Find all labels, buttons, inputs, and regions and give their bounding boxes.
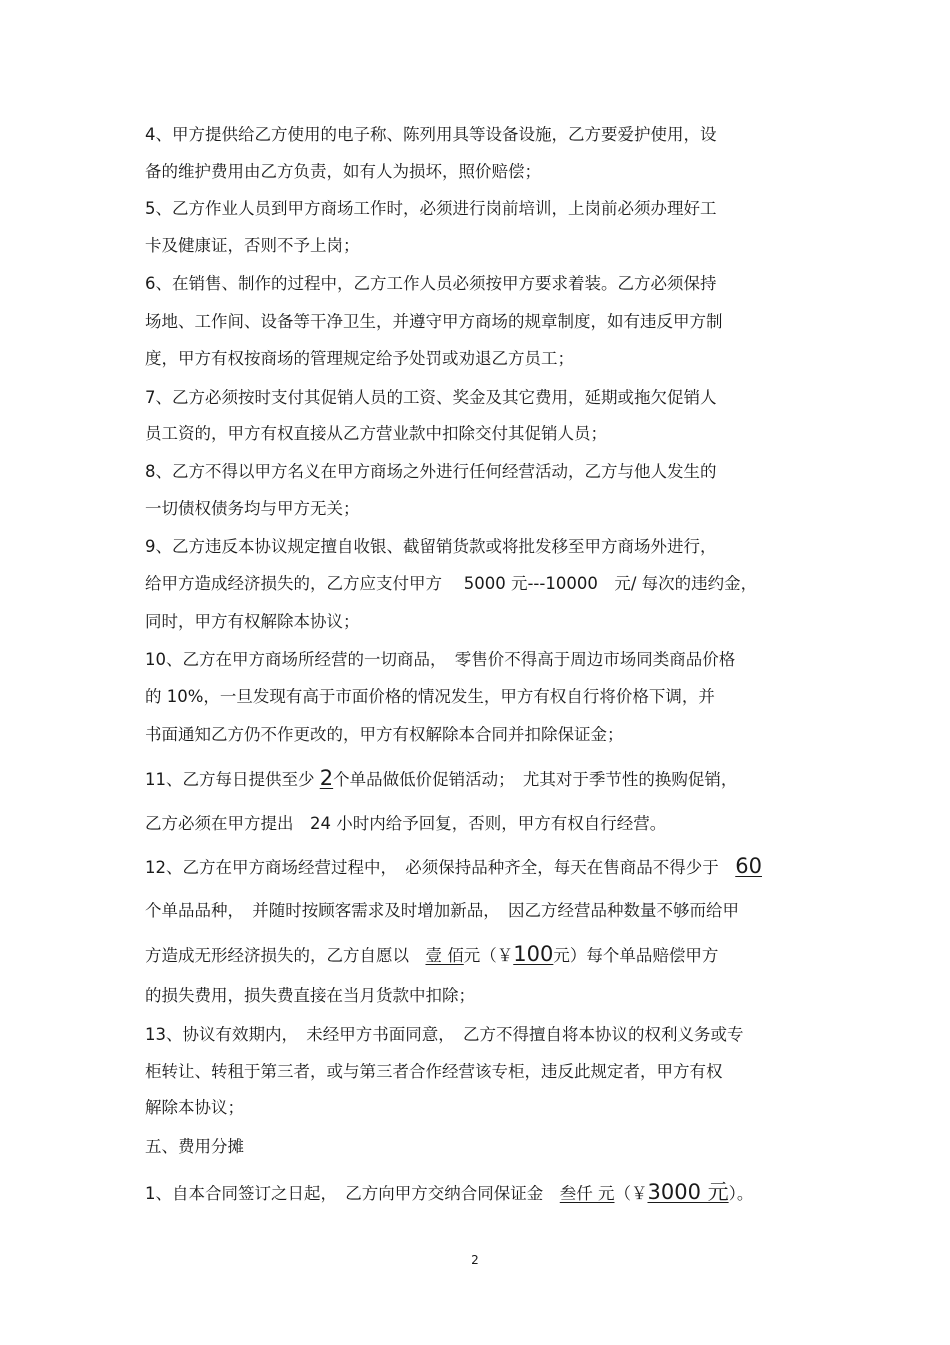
clause-10-line-2: 的 10%，一旦发现有高于市面价格的情况发生，甲方有权自行将价格下调，并 [145,687,715,706]
compensation-text-middle: 元（￥ [463,946,514,965]
clause-6-line-1: 6、在销售、制作的过程中，乙方工作人员必须按甲方要求着装。乙方必须保持 [145,274,717,293]
clause-7-line-2: 员工资的，甲方有权直接从乙方营业款中扣除交付其促销人员； [145,424,607,443]
clause-7-line-1: 7、乙方必须按时支付其促销人员的工资、奖金及其它费用，延期或拖欠促销人 [145,388,717,407]
clause-9-line-2: 给甲方造成经济损失的，乙方应支付甲方 5000 元---10000 元/ 每次的违约金， [145,574,758,593]
min-item-count: 60 [735,854,762,878]
compensation-amount-words: 壹 佰 [425,946,464,965]
clause-8-line-2: 一切债权债务均与甲方无关； [145,499,360,518]
clause-5-line-1: 5、乙方作业人员到甲方商场工作时，必须进行岗前培训，上岗前必须办理好工 [145,199,717,218]
clause-9-line-3: 同时，甲方有权解除本协议； [145,612,360,631]
clause-12-line-2: 个单品品种， 并随时按顾客需求及时增加新品， 因乙方经营品种数量不够而给甲 [145,901,739,920]
clause-8-line-1: 8、乙方不得以甲方名义在甲方商场之外进行任何经营活动，乙方与他人发生的 [145,462,717,481]
deposit-text-before: 1、自本合同签订之日起， 乙方向甲方交纳合同保证金 [145,1184,560,1203]
clause-13-line-3: 解除本协议； [145,1098,244,1117]
clause-13-line-2: 柜转让、转租于第三者，或与第三者合作经营该专柜，违反此规定者，甲方有权 [145,1062,723,1081]
promo-item-count: 2 [319,766,334,790]
deposit-amount-words: 叁仟 元 [559,1184,615,1203]
clause-12-line-1 [145,855,762,879]
deposit-text-middle: （￥ [614,1184,648,1203]
clause-5-line-2: 卡及健康证，否则不予上岗； [145,236,360,255]
clause-9-line-1: 9、乙方违反本协议规定擅自收银、截留销货款或将批发移至甲方商场外进行， [145,537,717,556]
deposit-amount-number: 3000 元 [647,1180,729,1204]
clause-11-line-2: 乙方必须在甲方提出 24 小时内给予回复，否则，甲方有权自行经营。 [145,814,667,833]
compensation-amount-number: 100 [513,942,554,966]
clause-6-line-3: 度，甲方有权按商场的管理规定给予处罚或劝退乙方员工； [145,349,574,368]
clause-4-line-1: 4、甲方提供给乙方使用的电子称、陈列用具等设备设施，乙方要爱护使用，设 [145,125,717,144]
compensation-text-after: 元）每个单品赔偿甲方 [553,946,719,965]
section-5-heading: 五、费用分摊 [145,1137,244,1156]
clause-12-line-3 [145,943,718,967]
clause-10-line-1: 10、乙方在甲方商场所经营的一切商品， 零售价不得高于周边市场同类商品价格 [145,650,736,669]
deposit-text-after: ）。 [728,1184,754,1203]
clause-6-line-2: 场地、工作间、设备等干净卫生，并遵守甲方商场的规章制度，如有违反甲方制 [145,312,723,331]
compensation-text-before: 方造成无形经济损失的，乙方自愿以 [145,946,426,965]
clause-11-text-after: 个单品做低价促销活动； 尤其对于季节性的换购促销， [333,770,738,789]
clause-10-line-3: 书面通知乙方仍不作更改的，甲方有权解除本合同并扣除保证金； [145,725,624,744]
clause-4-line-2: 备的维护费用由乙方负责，如有人为损坏，照价赔偿； [145,162,541,181]
page-number: 2 [471,1253,479,1267]
clause-12-line-4: 的损失费用，损失费直接在当月货款中扣除； [145,986,475,1005]
clause-11-text-before: 11、乙方每日提供至少 [145,770,320,789]
clause-13-line-1: 13、协议有效期内， 未经甲方书面同意， 乙方不得擅自将本协议的权利义务或专 [145,1025,744,1044]
fee-clause-1 [145,1181,753,1205]
clause-11-line-1 [145,767,737,791]
clause-12-text-before: 12、乙方在甲方商场经营过程中， 必须保持品种齐全，每天在售商品不得少于 [145,858,736,877]
